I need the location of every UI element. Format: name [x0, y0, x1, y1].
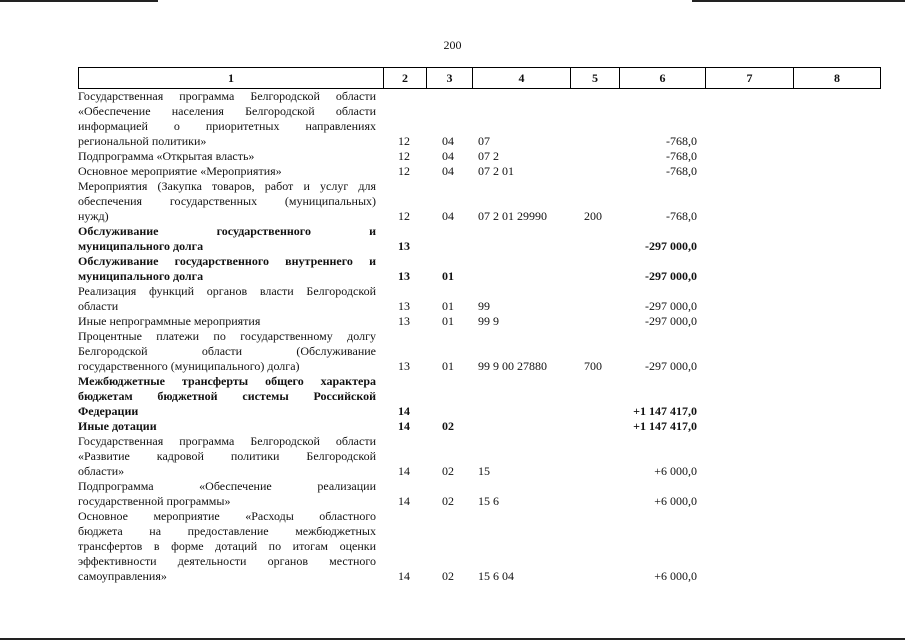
target-article-code: 07 2: [478, 149, 499, 163]
subsection-code: 02: [442, 419, 454, 433]
description-line: Мероприятия (Закупка товаров, работ и услуг для: [78, 179, 376, 193]
description-line: эффективности деятельности органов местного: [78, 554, 376, 568]
target-article-code: 15 6 04: [478, 569, 514, 583]
table-row: [78, 284, 880, 314]
description-line: информацией о приоритетных направлениях: [78, 119, 376, 133]
target-article-code: 99 9: [478, 314, 499, 328]
table-row: [78, 329, 880, 374]
subsection-code: 02: [442, 464, 454, 478]
section-code: 14: [398, 419, 410, 433]
column-header-1: 1: [79, 68, 384, 89]
subsection-code: 04: [442, 149, 454, 163]
description-line: области: [78, 299, 119, 313]
description-line: Иные дотации: [78, 419, 157, 433]
section-code: 12: [398, 164, 410, 178]
description-line: Государственная программа Белгородской области: [78, 434, 376, 448]
table-row: [78, 419, 880, 434]
description-line: бюджета на предоставление межбюджетных: [78, 524, 376, 538]
row-description: [78, 509, 376, 584]
target-article-code: 15 6: [478, 494, 499, 508]
section-code: 14: [398, 404, 410, 418]
description-line: Федерации: [78, 404, 139, 418]
amount-value: +6 000,0: [654, 494, 697, 508]
row-description: [78, 374, 376, 419]
column-header-table: [78, 67, 881, 89]
target-article-code: 07: [478, 134, 490, 148]
description-line: Подпрограмма «Обеспечение реализации: [78, 479, 376, 493]
section-code: 12: [398, 134, 410, 148]
subsection-code: 04: [442, 164, 454, 178]
subsection-code: 02: [442, 569, 454, 583]
row-description: [78, 434, 376, 479]
section-code: 13: [398, 314, 410, 328]
section-code: 13: [398, 299, 410, 313]
column-header-7: 7: [706, 68, 794, 89]
amount-value: +1 147 417,0: [633, 419, 697, 433]
description-line: «Развитие кадровой политики Белгородской: [78, 449, 376, 463]
target-article-code: 15: [478, 464, 490, 478]
description-line: Обслуживание государственного и: [78, 224, 376, 238]
amount-value: -768,0: [666, 209, 697, 223]
section-code: 12: [398, 149, 410, 163]
description-line: бюджетам бюджетной системы Российской: [78, 389, 376, 403]
description-line: Основное мероприятие «Мероприятия»: [78, 164, 282, 178]
description-line: Белгородской области (Обслуживание: [78, 344, 376, 358]
table-row: [78, 149, 880, 164]
subsection-code: 02: [442, 494, 454, 508]
row-description: [78, 164, 376, 179]
column-header-row: [79, 68, 881, 89]
amount-value: -297 000,0: [645, 359, 697, 373]
description-line: обеспечения государственных (муниципальных): [78, 194, 376, 208]
expense-type-code: 200: [584, 209, 602, 223]
section-code: 13: [398, 239, 410, 253]
section-code: 13: [398, 269, 410, 283]
row-description: [78, 419, 376, 434]
section-code: 12: [398, 209, 410, 223]
amount-value: +6 000,0: [654, 464, 697, 478]
table-row: [78, 314, 880, 329]
target-article-code: 07 2 01: [478, 164, 514, 178]
row-description: [78, 179, 376, 224]
subsection-code: 01: [442, 269, 454, 283]
section-code: 13: [398, 359, 410, 373]
table-row: [78, 374, 880, 419]
table-row: [78, 434, 880, 479]
amount-value: -297 000,0: [645, 299, 697, 313]
amount-value: -768,0: [666, 164, 697, 178]
top-edge-line: [692, 0, 905, 2]
subsection-code: 01: [442, 359, 454, 373]
section-code: 14: [398, 464, 410, 478]
description-line: трансфертов в форме дотаций по итогам оценки: [78, 539, 376, 553]
column-header-6: 6: [620, 68, 706, 89]
description-line: Подпрограмма «Открытая власть»: [78, 149, 255, 163]
description-line: самоуправления»: [78, 569, 167, 583]
table-row: [78, 179, 880, 224]
row-description: [78, 224, 376, 254]
page-number: 200: [443, 38, 462, 52]
table-row: [78, 254, 880, 284]
description-line: Обслуживание государственного внутреннего и: [78, 254, 376, 268]
description-line: Межбюджетные трансферты общего характера: [78, 374, 376, 388]
amount-value: -768,0: [666, 134, 697, 148]
column-header-3: 3: [427, 68, 473, 89]
row-description: [78, 149, 376, 164]
row-description: [78, 479, 376, 509]
section-code: 14: [398, 569, 410, 583]
description-line: «Обеспечение населения Белгородской области: [78, 104, 376, 118]
description-line: муниципального долга: [78, 239, 204, 253]
description-line: государственного (муниципального) долга): [78, 359, 300, 373]
target-article-code: 07 2 01 29990: [478, 209, 547, 223]
column-header-4: 4: [473, 68, 571, 89]
subsection-code: 01: [442, 299, 454, 313]
amount-value: -297 000,0: [645, 269, 697, 283]
row-description: [78, 89, 376, 149]
row-description: [78, 329, 376, 374]
description-line: региональной политики»: [78, 134, 207, 148]
description-line: нужд): [78, 209, 109, 223]
target-article-code: 99 9 00 27880: [478, 359, 547, 373]
table-row: [78, 479, 880, 509]
subsection-code: 04: [442, 209, 454, 223]
table-row: [78, 509, 880, 584]
description-line: области»: [78, 464, 125, 478]
column-header-5: 5: [571, 68, 620, 89]
subsection-code: 01: [442, 314, 454, 328]
column-header-2: 2: [384, 68, 427, 89]
subsection-code: 04: [442, 134, 454, 148]
row-description: [78, 254, 376, 284]
table-row: [78, 224, 880, 254]
target-article-code: 99: [478, 299, 490, 313]
row-description: [78, 314, 376, 329]
budget-table-body: [78, 89, 880, 584]
description-line: Реализация функций органов власти Белгородской: [78, 284, 376, 298]
section-code: 14: [398, 494, 410, 508]
expense-type-code: 700: [584, 359, 602, 373]
row-description: [78, 284, 376, 314]
description-line: Иные непрограммные мероприятия: [78, 314, 261, 328]
amount-value: -768,0: [666, 149, 697, 163]
description-line: государственной программы»: [78, 494, 231, 508]
table-row: [78, 164, 880, 179]
amount-value: -297 000,0: [645, 239, 697, 253]
amount-value: +6 000,0: [654, 569, 697, 583]
description-line: муниципального долга: [78, 269, 204, 283]
top-edge-line: [0, 0, 158, 2]
amount-value: +1 147 417,0: [633, 404, 697, 418]
table-row: [78, 89, 880, 149]
column-header-8: 8: [794, 68, 881, 89]
amount-value: -297 000,0: [645, 314, 697, 328]
description-line: Государственная программа Белгородской области: [78, 89, 376, 103]
description-line: Основное мероприятие «Расходы областного: [78, 509, 376, 523]
description-line: Процентные платежи по государственному долгу: [78, 329, 376, 343]
